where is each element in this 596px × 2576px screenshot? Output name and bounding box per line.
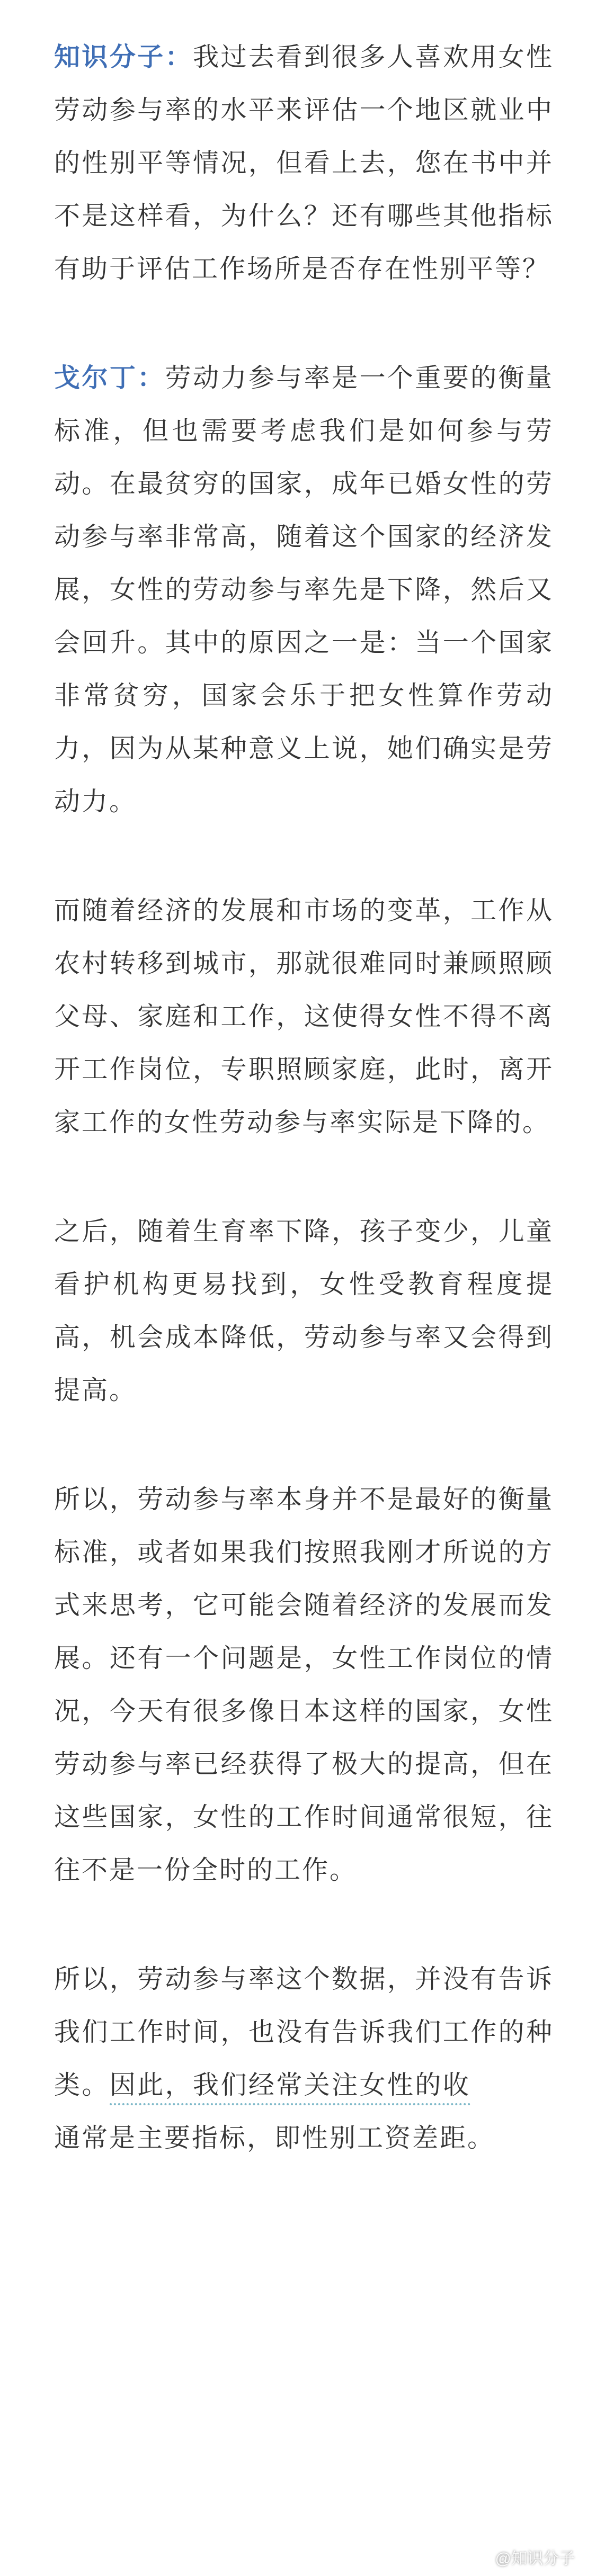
obscured-text: 入，这 — [470, 2070, 554, 2100]
paragraph-answer-3 — [54, 1205, 554, 1417]
paragraph-question — [54, 31, 554, 295]
paragraph-answer-1 — [54, 352, 554, 828]
paragraph-text: 所以，劳动参与率本身并不是最好的衡量标准，或者如果我们按照我刚才所说的方式来思考，它可能会随着经济的发展而发展。还有一个问题是，女性工作岗位的情况，今天有很多像日本这样的国家，女性劳动参与率已经获得了极大的提高，但在这些国家，女性的工作时间通常很短，往往不是一份全时的工作。 — [54, 1484, 554, 1885]
speaker-label-zhishifenzi: 知识分子： — [54, 42, 193, 72]
paragraph-text: 我过去看到很多人喜欢用女性劳动参与率的水平来评估一个地区就业中的性别平等情况，但看上去，您在书中并不是这样看，为什么？还有哪些其他指标有助于评估工作场所是否存在性别平等？ — [54, 42, 554, 284]
paragraph-answer-4 — [54, 1473, 554, 1897]
weibo-icon — [472, 2550, 490, 2564]
paragraph-answer-5 — [54, 1953, 554, 2165]
paragraph-answer-2 — [54, 884, 554, 1149]
paragraph-text: 劳动力参与率是一个重要的衡量标准，但也需要考虑我们是如何参与劳动。在最贫穷的国家，成年已婚女性的劳动参与率非常高，随着这个国家的经济发展，女性的劳动参与率先是下降，然后又会回升。其中的原因之一是：当一个国家非常贫穷，国家会乐于把女性算作劳动力，因为从某种意义上说，她们确实是劳动力。 — [54, 363, 554, 816]
paragraph-text: 之后，随着生育率下降，孩子变少，儿童看护机构更易找到，女性受教育程度提高，机会成本降低，劳动参与率又会得到提高。 — [54, 1216, 554, 1405]
weibo-watermark — [472, 2545, 575, 2569]
paragraph-text: 而随着经济的发展和市场的变革，工作从农村转移到城市，那就很难同时兼顾照顾父母、家庭和工作，这使得女性不得不离开工作岗位，专职照顾家庭，此时，离开家工作的女性劳动参与率实际是下降的。 — [54, 895, 554, 1137]
paragraph-text: 所以，劳动参与率这个数据，并没有告诉我们工作时间，也没有告诉我们工作的种类。 — [54, 1964, 554, 2100]
speaker-label-goldin: 戈尔丁： — [54, 363, 165, 393]
paragraph-text: 通常是主要指标，即性别工资差距。 — [54, 2123, 495, 2153]
watermark-text: @知识分子 — [495, 2550, 575, 2568]
underlined-phrase: 因此，我们经常关注女性的收 — [110, 2070, 470, 2105]
